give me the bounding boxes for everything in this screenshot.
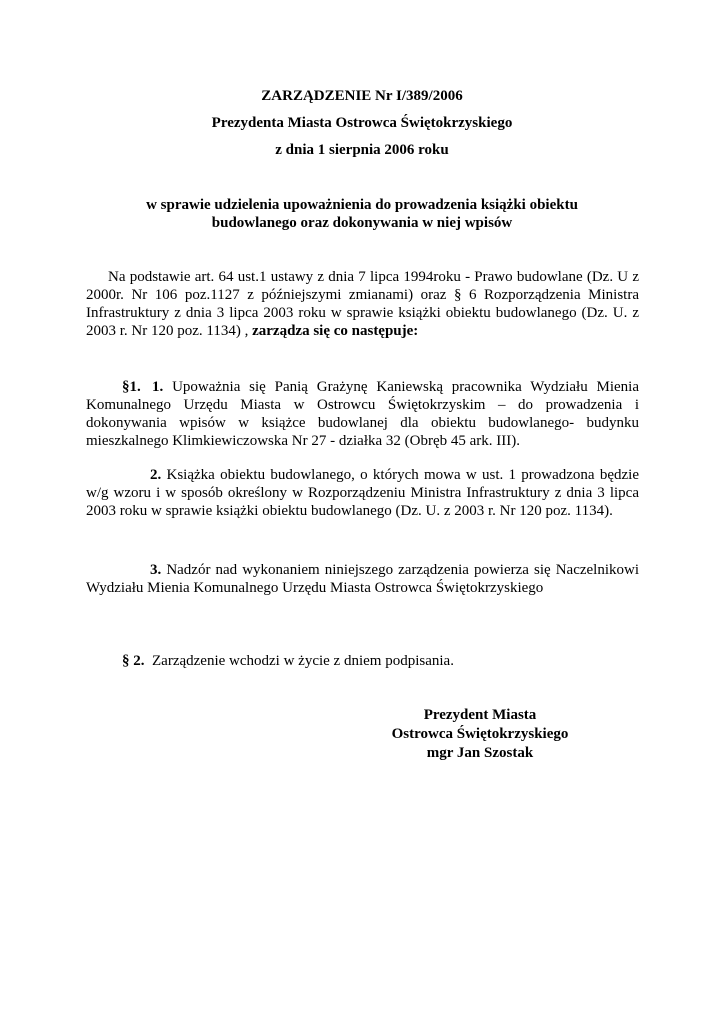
item-3-number: 3. [150, 562, 162, 578]
document-date: z dnia 1 sierpnia 2006 roku [275, 142, 449, 158]
section-2-text: Zarządzenie wchodzi w życie z dniem podpisania. [152, 653, 454, 669]
section-1-item-2 [86, 466, 639, 520]
section-1-item-1 [86, 378, 639, 450]
legal-basis-text: Na podstawie art. 64 ust.1 ustawy z dnia 7 lipca 1994roku - Prawo budowlane (Dz. U z 2000r. Nr 106 poz.1127 z późniejszymi zmianami) oraz § 6 Rozporządzenia Ministra Infrastruktury z dnia 3 lipca 2003 roku w sprawie książki obiektu budowlanego (Dz. U. z 2003 r. Nr 120 poz. 1134) , [86, 269, 639, 339]
document-subject [0, 196, 724, 232]
legal-basis-decree: zarządza się co następuje: [252, 323, 419, 339]
document-title: ZARZĄDZENIE Nr I/389/2006 [261, 88, 463, 104]
signature-block [380, 706, 580, 763]
item-1-text: Upoważnia się Panią Grażynę Kaniewską pracownika Wydziału Mienia Komunalnego Urzędu Miasta w Ostrowcu Świętokrzyskim – do prowadzenia i dokonywania wpisów w książce budowlanej dla obiektu budowlanego- budynku mieszkalnego Klimkiewiczowska Nr 27 - działka 32 (Obręb 45 ark. III). [86, 379, 639, 449]
item-1-number: 1. [152, 379, 164, 395]
document-issuer: Prezydenta Miasta Ostrowca Świętokrzyskiego [211, 115, 513, 131]
item-3-text: Nadzór nad wykonaniem niniejszego zarządzenia powierza się Naczelnikowi Wydziału Mienia Komunalnego Urzędu Miasta Ostrowca Świętokrzyskiego [86, 562, 640, 596]
signature-title: Prezydent Miasta [423, 707, 537, 723]
subject-line-2: budowlanego oraz dokonywania w niej wpisów [211, 215, 513, 231]
document-header [0, 87, 724, 168]
signature-city: Ostrowca Świętokrzyskiego [391, 726, 569, 742]
item-2-number: 2. [150, 467, 162, 483]
section-2-label: § 2. [122, 653, 145, 669]
section-2 [86, 652, 639, 670]
legal-basis-paragraph [86, 268, 639, 340]
item-2-text: Książka obiektu budowlanego, o których mowa w ust. 1 prowadzona będzie w/g wzoru i w sposób określony w Rozporządzeniu Ministra Infrastruktury z dnia 3 lipca 2003 roku w sprawie książki obiektu budowlanego (Dz. U. z 2003 r. Nr 120 poz. 1134). [86, 467, 639, 519]
subject-line-1: w sprawie udzielenia upoważnienia do prowadzenia książki obiektu [146, 197, 578, 213]
section-1-item-3 [86, 561, 639, 597]
signature-name: mgr Jan Szostak [426, 745, 534, 761]
section-1-label: §1. [122, 379, 141, 395]
